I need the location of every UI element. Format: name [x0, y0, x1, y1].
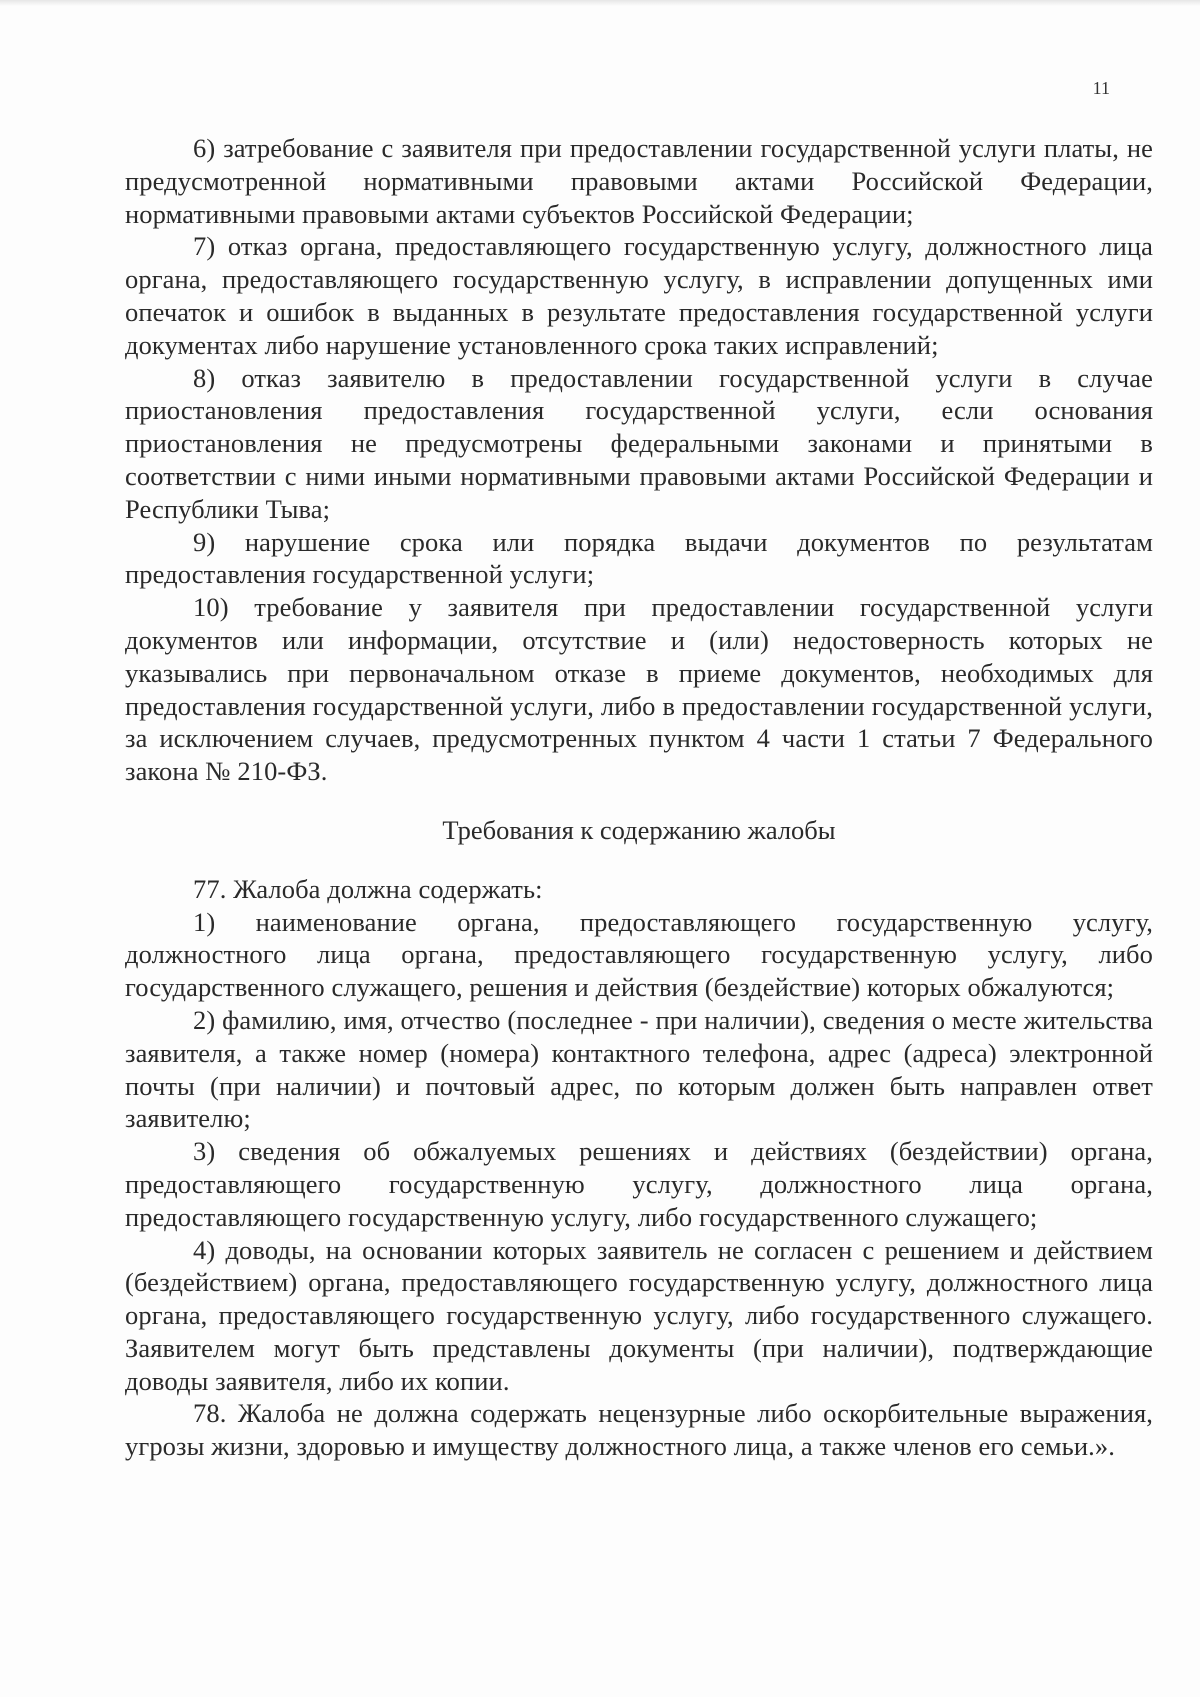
paragraph-77: 77. Жалоба должна содержать: [193, 873, 543, 904]
paragraph-item-9: 9) нарушение срока или порядка выдачи документов по результатам предоставления государственной услуги; [125, 526, 1153, 590]
page-number: 11 [1092, 78, 1110, 98]
document-body [125, 132, 1153, 1463]
paragraph-item-10: 10) требование у заявителя при предоставлении государственной услуги документов или информации, отсутствие и (или) недостоверность которых не указывались при первоначальном отказе в приеме документов, необходимых для предоставления государственной услуги, либо в предоставлении государственной услуги, за исключением случаев, предусмотренных пунктом 4 части 1 статьи 7 Федерального закона № 210-ФЗ. [125, 592, 1153, 787]
section-heading: Требования к содержанию жалобы [442, 814, 836, 845]
paragraph-77-item-2: 2) фамилию, имя, отчество (последнее - при наличии), сведения о месте жительства заявителя, а также номер (номера) контактного телефона, адрес (адреса) электронной почты (при наличии) и почтовый адрес, по которым должен быть направлен ответ заявителю; [125, 1004, 1153, 1134]
scan-edge [0, 0, 1200, 6]
paragraph-77-item-1: 1) наименование органа, предоставляющего государственную услугу, должностного лица органа, предоставляющего государственную услугу, либо государственного служащего, решения и действия (бездействие) которых обжалуются; [125, 906, 1153, 1003]
paragraph-item-8: 8) отказ заявителю в предоставлении государственной услуги в случае приостановления предоставления государственной услуги, если основания приостановления не предусмотрены федеральными законами и принятыми в соответствии с ними иными нормативными правовыми актами Российской Федерации и Республики Тыва; [125, 362, 1153, 524]
paragraph-item-7: 7) отказ органа, предоставляющего государственную услугу, должностного лица органа, предоставляющего государственную услугу, в исправлении допущенных ими опечаток и ошибок в выданных в результате предоставления государственной услуги документах либо нарушение установленного срока таких исправлений; [125, 231, 1153, 360]
paragraph-78: 78. Жалоба не должна содержать нецензурные либо оскорбительные выражения, угрозы жизни, здоровью и имуществу должностного лица, а также членов его семьи.». [125, 1398, 1153, 1462]
paragraph-77-item-4: 4) доводы, на основании которых заявитель не согласен с решением и действием (бездействием) органа, предоставляющего государственную услугу, должностного лица органа, предоставляющего государственную услугу, либо государственного служащего. Заявителем могут быть представлены документы (при наличии), подтверждающие доводы заявителя, либо их копии. [125, 1234, 1153, 1396]
paragraph-77-item-3: 3) сведения об обжалуемых решениях и действиях (бездействии) органа, предоставляющего государственную услугу, должностного лица органа, предоставляющего государственную услугу, либо государственного служащего; [125, 1136, 1153, 1232]
paragraph-item-6: 6) затребование с заявителя при предоставлении государственной услуги платы, не предусмотренной нормативными правовыми актами Российской Федерации, нормативными правовыми актами субъектов Российской Федерации; [125, 133, 1153, 229]
